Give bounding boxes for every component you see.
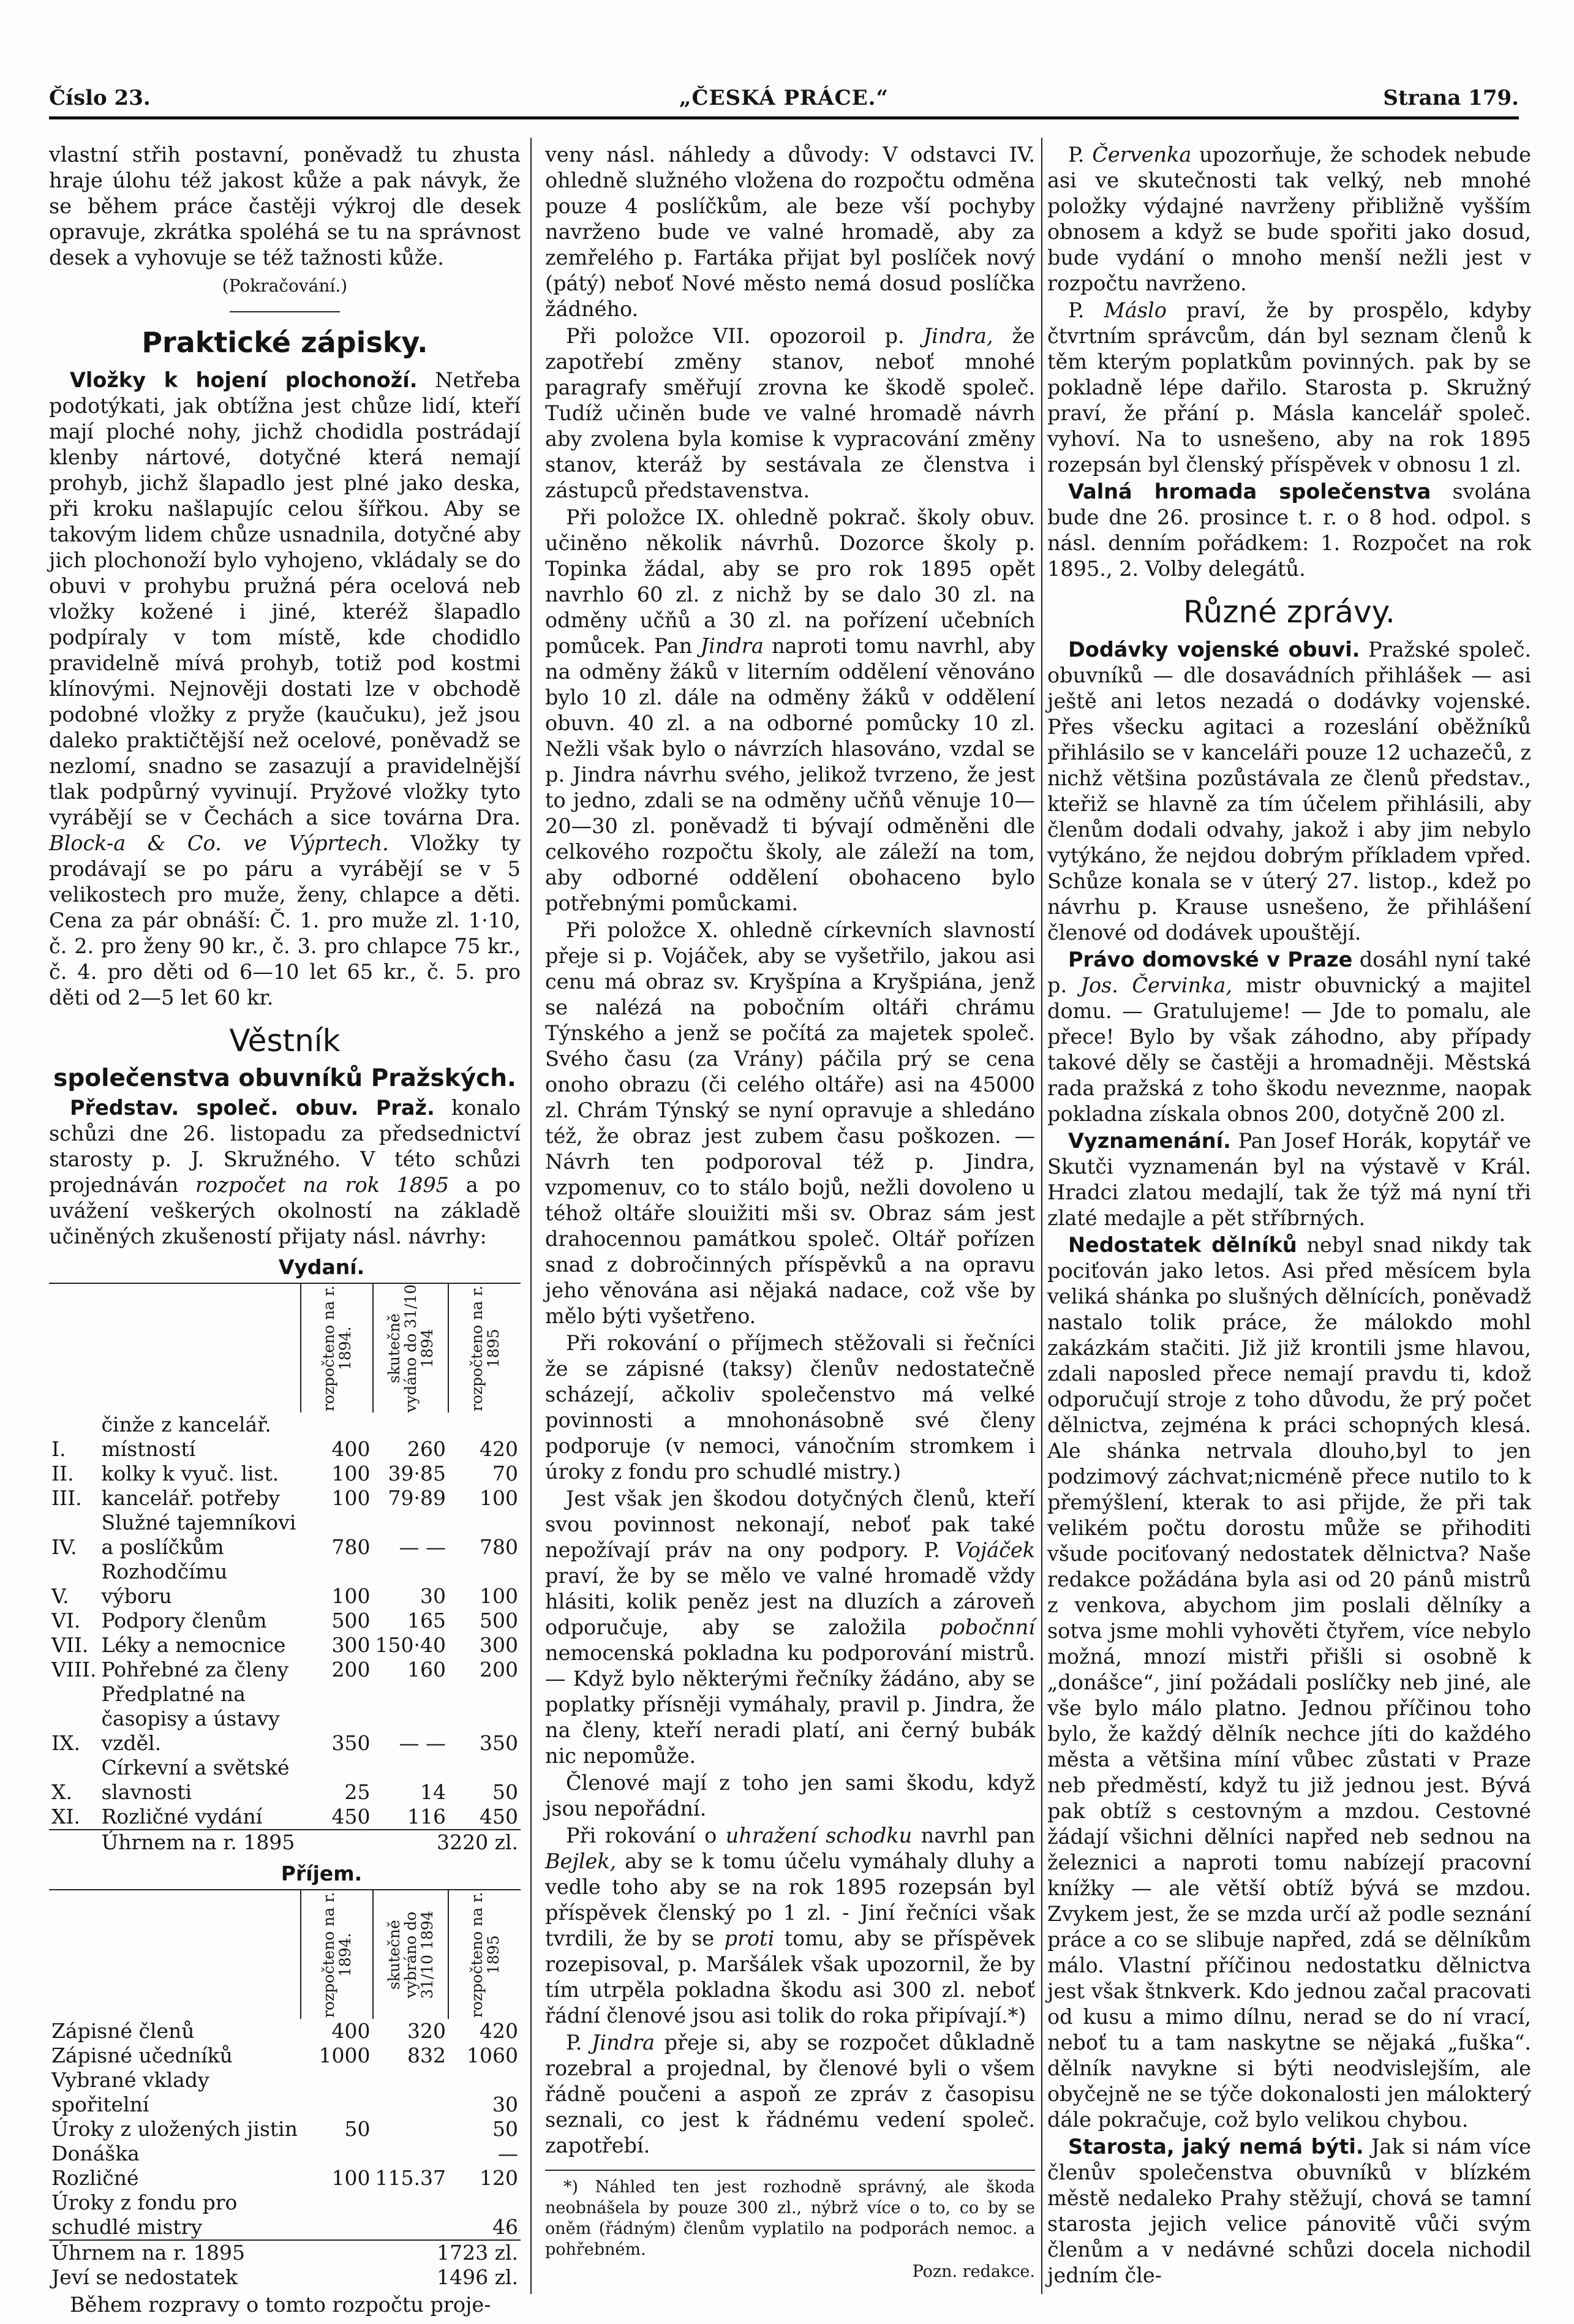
row-label: Zápisné členů bbox=[51, 2019, 195, 2043]
article-dodavky bbox=[1047, 637, 1531, 946]
actual-1894: 116 bbox=[407, 1805, 446, 1828]
actual-1894: 160 bbox=[407, 1658, 446, 1681]
footnote-text: *) Náhled ten jest rozhodně správný, ale škoda neobnášela by pouze 300 zl., nýbrž více o to, co by se oněm (řádným) členům vyplatilo na podporách nemoc. a pohřebném. bbox=[545, 2178, 1035, 2259]
actual-1894: 115.37 bbox=[375, 2166, 446, 2190]
article-vlozky bbox=[49, 368, 521, 1011]
budget-1895: — bbox=[498, 2141, 518, 2165]
actual-1894 bbox=[373, 2141, 448, 2166]
table-row bbox=[49, 1805, 521, 1830]
expenses-rows bbox=[49, 1413, 521, 1830]
paragraph: Během rozpravy o tomto rozpočtu proje- bbox=[70, 2293, 491, 2317]
income-title: Příjem. bbox=[281, 1862, 363, 1885]
paragraph bbox=[1047, 142, 1531, 296]
person-name: Máslo bbox=[1104, 298, 1167, 322]
table-row bbox=[49, 1413, 521, 1462]
budget-1894: 200 bbox=[331, 1658, 371, 1681]
firm-name: Block-a & Co. ve Výprtech. bbox=[49, 831, 389, 855]
column-3 bbox=[1047, 142, 1531, 2290]
budget-1894: 400 bbox=[331, 1437, 371, 1461]
row-label: Donáška bbox=[51, 2141, 140, 2165]
continued-note: (Pokračování.) bbox=[222, 276, 348, 296]
actual-1894: 14 bbox=[420, 1780, 446, 1804]
income-table bbox=[49, 1889, 521, 2290]
expenses-table bbox=[49, 1283, 521, 1855]
paragraph: vlastní střih postavní, poněvadž tu zhusta hraje úlohu též jakost kůže a pak návyk, že se během práce častěji výkroj dle desek opravuje, zkrátka spoléhá se tu na správnost desek a vyhovuje se též tažnosti kůže. bbox=[49, 143, 521, 270]
row-number: VI. bbox=[51, 1609, 81, 1632]
text: tomu, aby se příspěvek rozepisoval, p. Maršálek však upozornil, že by tím utrpěla pokladna škodu asi 300 zl. neboť řádní členové jsou asi tolik do roka připívají.*) bbox=[545, 1926, 1035, 2028]
budget-1894: 780 bbox=[331, 1535, 371, 1559]
actual-1894: 260 bbox=[407, 1437, 446, 1461]
text: Jest však jen škodou dotyčných členů, kteří svou povinnost nekonají, neboť pak také nepožívají práv na ony podpory. P. bbox=[545, 1487, 1035, 1562]
column-header: rozpočteno na r. 1894. bbox=[319, 1285, 354, 1411]
row-number: IX. bbox=[51, 1731, 81, 1755]
article-heading: Valná hromada společenstva bbox=[1068, 480, 1431, 504]
column-header: skutečně vybráno do 31/10 1894 bbox=[385, 1911, 436, 1999]
table-row bbox=[49, 2166, 521, 2190]
actual-1894: 30 bbox=[420, 1584, 446, 1608]
budget-1895: 50 bbox=[492, 1780, 518, 1804]
table-row bbox=[49, 2117, 521, 2141]
actual-1894: 320 bbox=[407, 2019, 446, 2043]
divider bbox=[230, 311, 340, 312]
article-heading: Vložky k hojení plochonoží. bbox=[70, 368, 418, 392]
text: Při rokování o bbox=[566, 1824, 717, 1847]
expenses-title: Vydaní. bbox=[278, 1255, 365, 1279]
header-rule bbox=[49, 116, 1519, 119]
budget-1895: 100 bbox=[480, 1486, 518, 1510]
paragraph bbox=[545, 323, 1035, 504]
total-value: 1723 zl. bbox=[373, 2240, 521, 2265]
article-text: Jak si nám více členův společenstva obuvníků v blízkém městě nedaleko Prahy stěžují, chová se tamní starosta jejich velice pánovitě vůči svým členům a v nedávné schůzi docela nichodil jedním čle- bbox=[1047, 2135, 1531, 2287]
article-heading: Starosta, jaký nemá býti. bbox=[1068, 2135, 1364, 2159]
newspaper-title: „ČESKÁ PRÁCE.“ bbox=[679, 86, 889, 110]
row-label: Podpory členům bbox=[101, 1609, 267, 1632]
article-text: a po uvážení veškerých okolností na základě učiněných zkušeností přijaty násl. návrhy: bbox=[49, 1173, 521, 1248]
budget-1895: 1060 bbox=[467, 2043, 518, 2067]
paragraph: veny násl. náhledy a důvody: V odstavci IV. ohledně služného vložena do rozpočtu odměna pouze 4 poslíčkům, ale beze vší pochyby navrženo bude ve valné hromadě, aby za zemřelého p. Fartáka přijat byl poslíček nový (pátý) neboť Nové město nemá dosud poslíčka žádného. bbox=[545, 143, 1035, 321]
total-value: 3220 zl. bbox=[373, 1830, 521, 1855]
column-header: skutečně vydáno do 31/10 1894 bbox=[385, 1284, 436, 1413]
text: navrhl pan bbox=[921, 1824, 1036, 1847]
budget-1894: 50 bbox=[344, 2117, 371, 2141]
row-label: činže z kancelář. místností bbox=[101, 1413, 271, 1461]
budget-1894: 100 bbox=[331, 1584, 371, 1608]
row-number: IV. bbox=[51, 1535, 77, 1559]
actual-1894: 39·85 bbox=[388, 1462, 446, 1485]
table-row bbox=[49, 1462, 521, 1486]
text: P. bbox=[1068, 298, 1085, 322]
text: aby se k tomu účelu vymáhaly dluhy a vedle toho aby se na rok 1895 rozepsán byl příspěvek členský po 1 zl. - Jiní řečníci však tvrdili, že by se bbox=[545, 1849, 1035, 1950]
person-name: Jindra, bbox=[923, 324, 993, 348]
person-name: Červenka bbox=[1092, 143, 1192, 167]
actual-1894: 165 bbox=[407, 1609, 446, 1632]
budget-1894 bbox=[301, 2190, 373, 2240]
person-name: Vojáček bbox=[955, 1538, 1036, 1562]
article-vyznamenani bbox=[1047, 1128, 1531, 1231]
text: nemocenská pokladna ku podporování mistrů. — Když bylo některými řečníky žádáno, aby se poplatky přísněji vymáhaly, pravil p. Jindra, že na členy, kteří neradi platí, ani černý bubák nic nepomůže. bbox=[545, 1641, 1035, 1768]
table-row bbox=[49, 1682, 521, 1756]
column-header: rozpočteno na r. 1895 bbox=[467, 1892, 502, 2018]
page-number: Strana 179. bbox=[1383, 86, 1519, 110]
total-label: Úhrnem na r. 1895 bbox=[49, 2240, 301, 2265]
budget-1895: 420 bbox=[480, 1437, 518, 1461]
paragraph bbox=[545, 2030, 1035, 2159]
row-number: I. bbox=[51, 1437, 66, 1461]
footnote-signature: Pozn. redakce. bbox=[912, 2262, 1035, 2281]
article-text: svolána bude dne 26. prosince t. r. o 8 hod. odpol. s násl. denním pořádkem: 1. Rozpočet na rok 1895., 2. Volby delegátů. bbox=[1047, 480, 1531, 581]
table-row bbox=[49, 2068, 521, 2117]
text: P. bbox=[1068, 143, 1085, 167]
article-pravo bbox=[1047, 947, 1531, 1127]
table-row bbox=[49, 1486, 521, 1511]
paragraph: Při položce X. ohledně církevních slavností přeje si p. Vojáček, aby se vyšetřilo, jakou asi cenu má obraz sv. Kryšpína a Kryšpiána, jenž se nalézá na pobočním oltáři chrámu Týnského a jenž se počítá za majetek společ. Svého času (za Vrány) páčila prý se cena onoho obrazu (či celého oltáře) asi na 45000 zl. Chrám Týnský se nyní opravuje a shledáno též, že obraz jest zubem času poškozen. — Návrh ten podporoval též p. Jindra, vzpomenuv, co to stálo bojů, nežli dovoleno u téhož oltáře slouižiti mši sv. Obraz sám jest drahocennou památkou společ. Oltář pořízen snad z dobročinných příspěvků a na opravu jeho věnována asi nějaká nadace, což vše by mělo býti vyšetřeno. bbox=[545, 918, 1035, 1328]
section-heading: Různé zprávy. bbox=[1183, 594, 1395, 630]
text: Při položce VII. opozoroil p. bbox=[566, 324, 905, 348]
row-label: Úroky z uložených jistin bbox=[51, 2117, 298, 2141]
section-heading: Věstník bbox=[229, 1023, 341, 1058]
column-2 bbox=[545, 142, 1035, 2282]
budget-1894 bbox=[301, 2141, 373, 2166]
row-label: Předplatné na časopisy a ústavy vzděl. bbox=[101, 1682, 280, 1755]
column-header: rozpočteno na r. 1894. bbox=[319, 1892, 354, 2018]
text: praví, že by se mělo ve valné hromadě vždy hlásiti, kolik peněz jest na dluzích a zároveň odporučuje, aby se založila bbox=[545, 1564, 1035, 1639]
table-row bbox=[49, 1609, 521, 1633]
italic-text: pobočnní bbox=[940, 1615, 1036, 1639]
row-label: Úroky z fondu pro schudlé mistry bbox=[51, 2190, 238, 2239]
text: Při položce IX. ohledně pokrač. školy obuv. učiněno několik návrhů. Dozorce školy p. Topinka žádal, aby se pro rok 1895 opět navrhlo 60 zl. z nichž by se dalo 30 zl. na odměny učňů a 30 zl. na pořízení učebních pomůcek. Pan bbox=[545, 505, 1035, 658]
row-number: VIII. bbox=[51, 1658, 97, 1681]
paragraph bbox=[545, 1823, 1035, 2029]
table-row bbox=[49, 1756, 521, 1805]
table-row bbox=[49, 2043, 521, 2068]
deficit-value: 1496 zl. bbox=[437, 2265, 518, 2289]
text: naproti tomu navrhl, aby na odměny žáků v literním oddělení věnováno bylo 10 zl. dále na odměny žáků v oddělení obuvn. 40 zl. a na odborné pomůcky 10 zl. Nežli však bylo o návrzích hlasováno, vzdal se p. Jindra návrhu svého, jelikož tvrzeno, že jest to jedno, zdali se na odměny učňů věnuje 10—20—30 zl. poněvadž ti bývají odměněni dle celkového rozpočtu školy, ale záleží na tom, aby odborné oddělení obohaceno bylo potřebnými pomůckami. bbox=[545, 634, 1035, 915]
actual-1894: 832 bbox=[407, 2043, 446, 2067]
article-valna bbox=[1047, 479, 1531, 582]
budget-1894: 100 bbox=[331, 2166, 371, 2190]
row-label: Vybrané vklady spořitelní bbox=[51, 2068, 209, 2116]
actual-1894 bbox=[373, 2190, 448, 2240]
income-rows bbox=[49, 2019, 521, 2240]
article-heading: Představ. společ. obuv. Praž. bbox=[70, 1096, 435, 1120]
text: přeje si, aby se rozpočet důkladně rozebral a projednal, by členové byli o všem řádně poučeni a aspoň ze zpráv z časopisu seznali, co jest k řádnému vedení společ. zapotřebí. bbox=[545, 2031, 1035, 2157]
article-starosta bbox=[1047, 2134, 1531, 2288]
article-nedostatek bbox=[1047, 1232, 1531, 2133]
column-divider bbox=[530, 138, 532, 2294]
total-label: Úhrnem na r. 1895 bbox=[99, 1830, 300, 1855]
italic-text: proti bbox=[724, 1926, 775, 1950]
section-heading: Praktické zápisky. bbox=[141, 326, 428, 359]
italic-text: uhražení schodku bbox=[725, 1824, 913, 1847]
table-row bbox=[49, 1633, 521, 1658]
text: upozorňuje, že schodek nebude asi ve skutečnosti tak velký, neb mnohé položky výdajné navrženy přibližně vyšším obnosem a když se bude spořiti jako dosud, bude vydání o mnoho menší nežli jest v rozpočtu navrženo. bbox=[1047, 143, 1531, 295]
row-label: kancelář. potřeby bbox=[101, 1486, 281, 1510]
actual-1894: — — bbox=[399, 1731, 446, 1755]
budget-1895: 780 bbox=[480, 1535, 518, 1559]
deficit-label: Jeví se nedostatek bbox=[51, 2265, 238, 2289]
row-number: XI. bbox=[51, 1805, 81, 1828]
row-label: Rozhodčímu výboru bbox=[101, 1560, 228, 1608]
row-number: X. bbox=[51, 1780, 72, 1804]
budget-1894: 25 bbox=[344, 1780, 371, 1804]
paragraph bbox=[545, 505, 1035, 916]
issue-number: Číslo 23. bbox=[49, 86, 151, 110]
article-text: konalo schůzi dne 26. listopadu za předsednictví starosty p. J. Skružného. V této schůzi projednáván bbox=[49, 1096, 521, 1197]
article-heading: Nedostatek dělníků bbox=[1068, 1233, 1297, 1257]
row-label: Církevní a světské slavnosti bbox=[101, 1756, 290, 1804]
column-divider bbox=[1041, 138, 1042, 2294]
article-text: Vložky ty prodávají se po páru a vyrábějí se v 5 velikostech pro muže, ženy, chlapce a děti. Cena za pár obnáší: Č. 1. pro muže zl. 1·10, č. 2. pro ženy 90 kr., č. 3. pro chlapce 75 kr., č. 4. pro děti od 6—10 let 65 kr., č. 5. pro děti od 2—5 let 60 kr. bbox=[49, 831, 521, 1009]
budget-1895: 50 bbox=[492, 2117, 518, 2141]
paragraph bbox=[1047, 298, 1531, 478]
article-text: Pan Josef Horák, kopytář ve Skutči vyznamenán byl na výstavě v Král. Hradci zlatou medajlí, tak že týž má nyní tři zlaté medajle a pět stříbrných. bbox=[1047, 1129, 1531, 1230]
row-number: VII. bbox=[51, 1633, 89, 1657]
table-row bbox=[49, 2019, 521, 2043]
column-1 bbox=[49, 142, 521, 2319]
actual-1894 bbox=[373, 2068, 448, 2117]
article-heading: Právo domovské v Praze bbox=[1068, 948, 1353, 971]
row-label: Zápisné učedníků bbox=[51, 2043, 233, 2067]
budget-1895: 70 bbox=[492, 1462, 518, 1485]
table-row bbox=[49, 1560, 521, 1609]
article-text: Netřeba podotýkati, jak obtížna jest chůze lidí, kteří mají ploché nohy, jichž chodidla postrádají klenby nártové, dotyčné která nemají prohyb, jichž šlapadlo jest plné jako deska, při kroku našlapujíc celou šířkou. Aby se takovým lidem chůze usnadnila, dotyčné aby jich plochonoží bylo vyhojeno, vkládaly se do obuvi v prohybu pružná péra ocelová neb vložky kožené i jiné, kteréž šlapadlo podpíraly v tom místě, kde chodidlo pravidelně mívá prohyb, totiž pod kostmi klínovými. Nejnověji dostati lze v obchodě podobné vložky z pryže (kaučuku), jež jsou daleko praktičtější než ocelové, poněvadž se nezlomí, snadno se zasazují a pravidelnější tlak podpůrný vyvinují. Pryžové vložky tyto vyrábějí se v Čechách a sice továrna Dra. bbox=[49, 368, 521, 829]
table-row bbox=[49, 1511, 521, 1560]
budget-1894: 400 bbox=[331, 2019, 371, 2043]
table-row bbox=[49, 2190, 521, 2240]
actual-1894: 150·40 bbox=[375, 1633, 446, 1657]
italic-text: rozpočet na rok 1895 bbox=[195, 1173, 449, 1197]
text: P. bbox=[566, 2031, 582, 2054]
person-name: Jindra bbox=[700, 634, 764, 658]
budget-1894: 450 bbox=[331, 1805, 371, 1828]
row-number: V. bbox=[51, 1584, 69, 1608]
article-text: mistr obuvnický a majitel domu. — Gratulujeme! — Jde to pomalu, ale přece! Bylo by však záhodno, aby případy takové děly se častěji a hromadněji. Městská rada pražská z toho škodu neveznme, naopak pokladna získala obnos 200, dotyčně 200 zl. bbox=[1047, 973, 1531, 1126]
paragraph: Při rokování o příjmech stěžovali si řečníci že se zápisné (taksy) členův nedostatečně scházejí, ačkoliv společenstvo má velké povinnosti a mnohonásobně své členy podporuje (v nemoci, vánočním stromkem i úroky z fondu pro schudlé mistry.) bbox=[545, 1331, 1035, 1484]
budget-1894: 1000 bbox=[318, 2043, 371, 2067]
budget-1894 bbox=[301, 2068, 373, 2117]
row-label: Rozličné bbox=[51, 2166, 139, 2190]
budget-1895: 46 bbox=[492, 2215, 518, 2239]
person-name: Jos. Červinka, bbox=[1080, 973, 1232, 997]
budget-1895: 500 bbox=[480, 1609, 518, 1632]
article-predstav bbox=[49, 1095, 521, 1250]
section-subheading: společenstva obuvníků Pražských. bbox=[53, 1065, 516, 1092]
row-number: III. bbox=[51, 1486, 82, 1510]
article-text: dosáhl nyní také p. bbox=[1047, 948, 1532, 997]
budget-1895: 200 bbox=[480, 1658, 518, 1681]
row-label: kolky k vyuč. list. bbox=[101, 1462, 279, 1485]
row-number: II. bbox=[51, 1462, 74, 1485]
paragraph: Členové mají z toho jen sami škodu, když jsou nepořádní. bbox=[545, 1771, 1035, 1820]
actual-1894 bbox=[373, 2117, 448, 2141]
actual-1894: 79·89 bbox=[388, 1486, 446, 1510]
article-heading: Vyznamenání. bbox=[1068, 1129, 1231, 1153]
row-label: Rozličné vydání bbox=[101, 1805, 263, 1828]
budget-1895: 350 bbox=[480, 1731, 518, 1755]
article-heading: Dodávky vojenské obuvi. bbox=[1068, 638, 1360, 662]
column-header: rozpočteno na r. 1895 bbox=[467, 1285, 502, 1411]
row-label: Léky a nemocnice bbox=[101, 1633, 286, 1657]
budget-1895: 100 bbox=[480, 1584, 518, 1608]
text: že zapotřebí změny stanov, neboť mnohé paragrafy směřují zrovna ke škodě společ. Tudíž učiněn bude ve valné hromadě návrh aby zvolena byla komise k vypracování změny stanov, kteráž by sestávala ze členstva i zástupců představenstva. bbox=[545, 324, 1035, 502]
row-label: Pohřebné za členy bbox=[101, 1658, 289, 1681]
text: praví, že by prospělo, kdyby čtvrtním správcům, dán byl seznam členů k těm kterým poplatkům povinných. pak by se pokladně lépe dařilo. Starosta p. Skružný praví, že přání p. Másla kancelář společ. vyhoví. Na to usnešeno, aby na rok 1895 rozepsán byl členský příspěvek v obnosu 1 zl. bbox=[1047, 298, 1531, 477]
person-name: Jindra bbox=[591, 2031, 655, 2054]
row-label: Služné tajemníkovi a poslíčkům bbox=[101, 1511, 296, 1559]
budget-1895: 300 bbox=[480, 1633, 518, 1657]
budget-1894: 350 bbox=[331, 1731, 371, 1755]
paragraph bbox=[545, 1486, 1035, 1769]
budget-1894: 100 bbox=[331, 1462, 371, 1485]
budget-1894: 100 bbox=[331, 1486, 371, 1510]
article-text: nebyl snad nikdy tak pociťován jako letos. Asi před měsícem byla veliká shánka po slušných dělnících, poněvadž nastalo tolik práce, že málokdo mohl zakázkám stačiti. Již již krontili jsme hlavou, zdali naposled přece nemají pravdu ti, kdož odporučují stroje z toho důvodu, že prý počet dělnictva, zejména k práci schopných klesá. Ale shánka netrvala dlouho,byl to jen podzimový záchvat;nicméně přece nutilo to k přemýšlení, kterak to asi přijde, že při tak velikém počtu dorostu může se přihoditi všude pociťovaný nedostatek dělnictva? Naše redakce požádána byla asi od 20 pánů mistrů z venkova, abychom jim poslali dělníky a sotva jsme mohli vyhověti čtyřem, více nebylo možná, mnozí mistři přišli si osobně k „donášce“, jiní požádali poslíčky neb jiné, ale vše bylo málo platno. Jednou příčinou toho bylo, že každý dělník nechce jíti do každého města a většina míní vůbec zůstati v Praze neb předměstí, když tu již jednou jest. Bývá pak obtíž s cestovným a mzdou. Cestovné žádají všichni dělníci napřed neb sednou na železnici a naproti tomu nabízejí pracovní knížky — ale větší obtíž bývá se mzdou. Zvykem jest, že se mzda určí až podle seznání práce a co se slibuje napřed, zdá se dělníkům málo. Vlastní příčinou nedostatku dělnictva jest však štnkverk. Kdo jednou začal pracovati od kusu a mimo dílnu, nerad se do ní vrací, neboť tu a tam naskytne se nějaká „fuška“. dělník navykne si býti neodvislejším, ale obyčejně ne se týče dokonalosti jen málokterý dále pokračuje, což bylo velikou chybou. bbox=[1047, 1233, 1531, 2132]
table-row bbox=[49, 1658, 521, 1682]
article-text: Pražské společ. obuvníků — dle dosavádních přihlášek — asi ještě ani letos nezadá o dodávky vojenské. Přes všecku agitaci a rozeslání oběžníků přihlásilo se v kanceláři pouze 12 uchazečů, z nichž většina pozůstávala ze členů představ., kteřiž se hlavně za tím účelem přihlásili, aby členům dodali odvahy, jakož i aby jim nebylo vytýkáno, že nejdou dobrým příkladem vpřed. Schůze konala se v úterý 27. listop., kdež po návrhu p. Krause usnešeno, že přihlášení členové od dodávek upouštějí. bbox=[1047, 638, 1531, 945]
table-row bbox=[49, 2141, 521, 2166]
footnote bbox=[545, 2170, 1035, 2282]
budget-1895: 120 bbox=[480, 2166, 518, 2190]
person-name: Bejlek, bbox=[545, 1849, 617, 1873]
budget-1894: 500 bbox=[331, 1609, 371, 1632]
budget-1895: 450 bbox=[480, 1805, 518, 1828]
actual-1894: — — bbox=[399, 1535, 446, 1559]
budget-1895: 420 bbox=[480, 2019, 518, 2043]
budget-1894: 300 bbox=[331, 1633, 371, 1657]
budget-1895: 30 bbox=[492, 2092, 518, 2116]
